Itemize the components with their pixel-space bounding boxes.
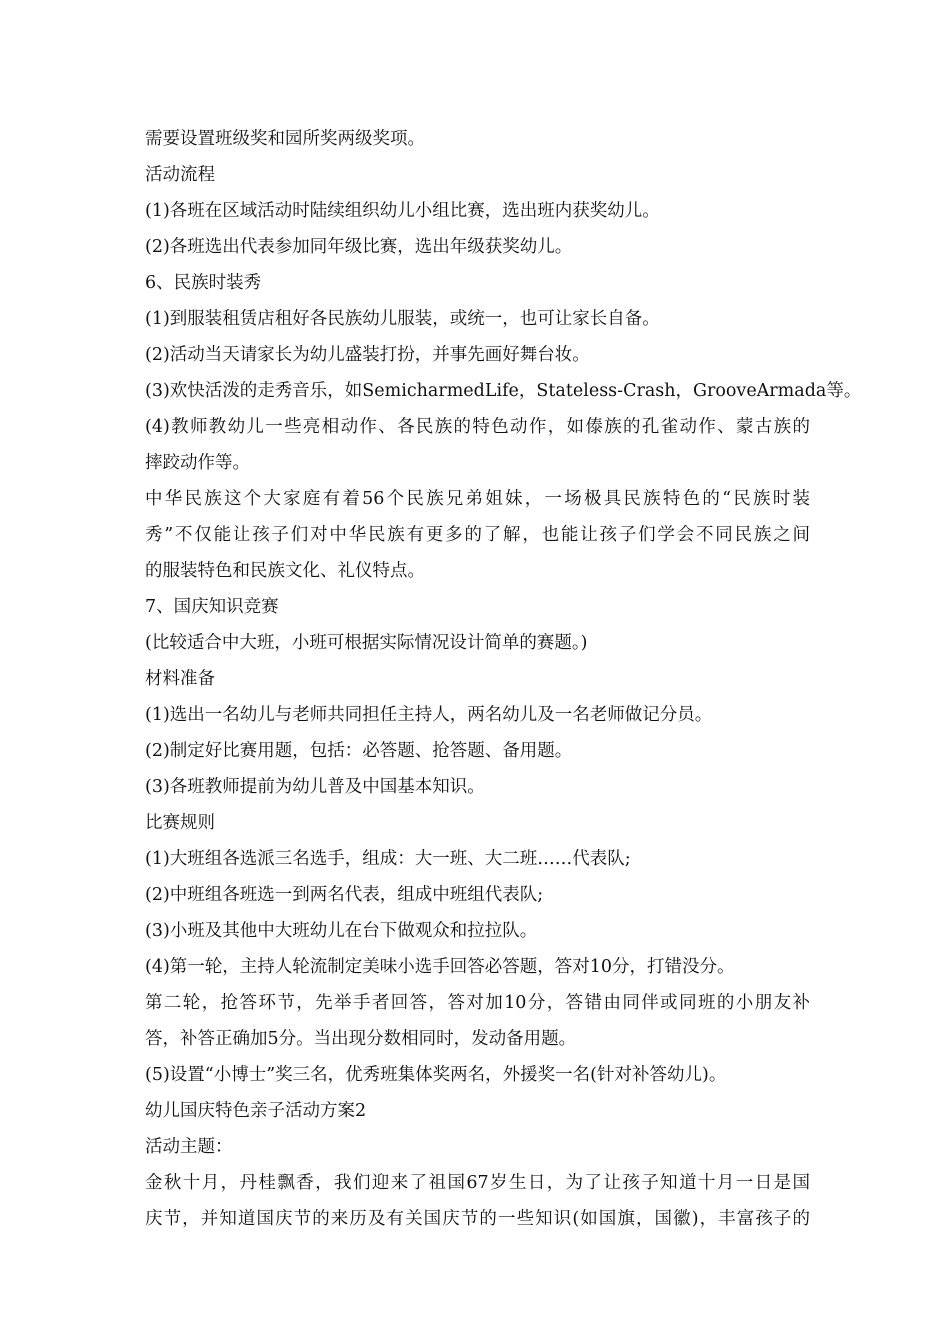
- text-line: 秀”不仅能让孩子们对中华民族有更多的了解，也能让孩子们学会不同民族之间: [145, 525, 810, 545]
- text-line: (比较适合中大班，小班可根据实际情况设计简单的赛题。): [145, 633, 588, 653]
- list-item: (1)大班组各选派三名选手，组成：大一班、大二班……代表队;: [145, 849, 631, 869]
- list-item: (1)到服装租赁店租好各民族幼儿服装，或统一，也可让家长自备。: [145, 309, 660, 329]
- list-item: (2)活动当天请家长为幼儿盛装打扮，并事先画好舞台妆。: [145, 345, 590, 365]
- list-item: (3)欢快活泼的走秀音乐，如SemicharmedLife，Stateless-Crash，GrooveArmada等。: [145, 381, 862, 401]
- document-body: [145, 121, 862, 1237]
- text-line: 需要设置班级奖和园所奖两级奖项。: [145, 129, 425, 149]
- list-item: (3)小班及其他中大班幼儿在台下做观众和拉拉队。: [145, 921, 538, 941]
- list-item: (2)制定好比赛用题，包括：必答题、抢答题、备用题。: [145, 741, 573, 761]
- section-heading: 活动流程: [145, 165, 215, 185]
- list-item: (1)各班在区域活动时陆续组织幼儿小组比赛，选出班内获奖幼儿。: [145, 201, 660, 221]
- section-heading: 幼儿国庆特色亲子活动方案2: [145, 1101, 367, 1121]
- list-item: (3)各班教师提前为幼儿普及中国基本知识。: [145, 777, 485, 797]
- list-item: (4)教师教幼儿一些亮相动作、各民族的特色动作，如傣族的孔雀动作、蒙古族的: [145, 417, 810, 437]
- list-item: (5)设置“小博士”奖三名，优秀班集体奖两名，外援奖一名(针对补答幼儿)。: [145, 1065, 727, 1085]
- list-item: (4)第一轮，主持人轮流制定美味小选手回答必答题，答对10分，打错没分。: [145, 957, 735, 977]
- section-heading: 6、民族时装秀: [145, 273, 262, 293]
- text-line: 第二轮，抢答环节，先举手者回答，答对加10分，答错由同伴或同班的小朋友补: [145, 993, 810, 1013]
- text-line: 的服装特色和民族文化、礼仪特点。: [145, 561, 425, 581]
- list-item: (2)中班组各班选一到两名代表，组成中班组代表队;: [145, 885, 544, 905]
- section-heading: 7、国庆知识竞赛: [145, 597, 279, 617]
- section-heading: 比赛规则: [145, 813, 215, 833]
- text-line: 中华民族这个大家庭有着56个民族兄弟姐妹，一场极具民族特色的“民族时装: [145, 489, 810, 509]
- list-item: (1)选出一名幼儿与老师共同担任主持人，两名幼儿及一名老师做记分员。: [145, 705, 713, 725]
- section-heading: 活动主题：: [145, 1137, 233, 1157]
- section-heading: 材料准备: [145, 669, 215, 689]
- list-item: (2)各班选出代表参加同年级比赛，选出年级获奖幼儿。: [145, 237, 573, 257]
- text-line: 金秋十月，丹桂飘香，我们迎来了祖国67岁生日，为了让孩子知道十月一日是国: [145, 1173, 810, 1193]
- text-line: 庆节，并知道国庆节的来历及有关国庆节的一些知识(如国旗，国徽)，丰富孩子的: [145, 1209, 810, 1229]
- text-line: 摔跤动作等。: [145, 453, 250, 473]
- text-line: 答，补答正确加5分。当出现分数相同时，发动备用题。: [145, 1029, 577, 1049]
